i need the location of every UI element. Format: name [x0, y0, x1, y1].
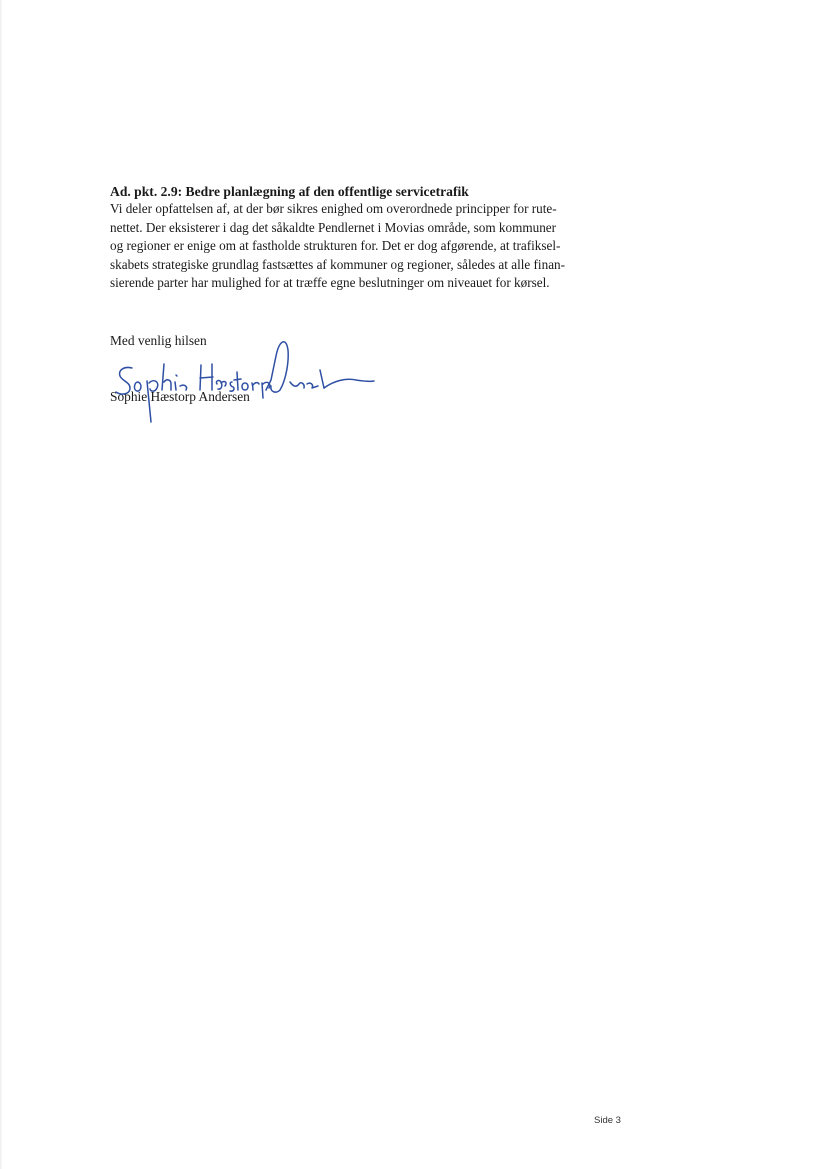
- page-number: Side 3: [594, 1115, 621, 1126]
- signer-name: Sophie Hæstorp Andersen: [110, 389, 250, 404]
- section-2-9: [110, 183, 630, 293]
- body-line: sierende parter har mulighed for at træffe egne beslutninger om niveauet for kørsel.: [110, 275, 550, 291]
- body-line: og regioner er enige om at fastholde strukturen for. Det er dog afgørende, at trafiksel-: [110, 238, 561, 254]
- body-line: skabets strategiske grundlag fastsættes af kommuner og regioner, således at alle finan-: [110, 256, 566, 272]
- body-line: Vi deler opfattelsen af, at der bør sikres enighed om overordnede principper for rute-: [110, 201, 557, 216]
- closing-salutation: Med venlig hilsen: [110, 333, 207, 348]
- section-body: [110, 200, 630, 293]
- section-heading: Ad. pkt. 2.9: Bedre planlægning af den offentlige servicetrafik: [110, 184, 469, 199]
- scan-edge-shadow: [0, 0, 3, 1169]
- handwritten-signature: [100, 326, 380, 436]
- body-line: nettet. Der eksisterer i dag det såkaldte Pendlernet i Movias område, som kommuner: [110, 219, 557, 235]
- signature-strokes: [116, 342, 374, 422]
